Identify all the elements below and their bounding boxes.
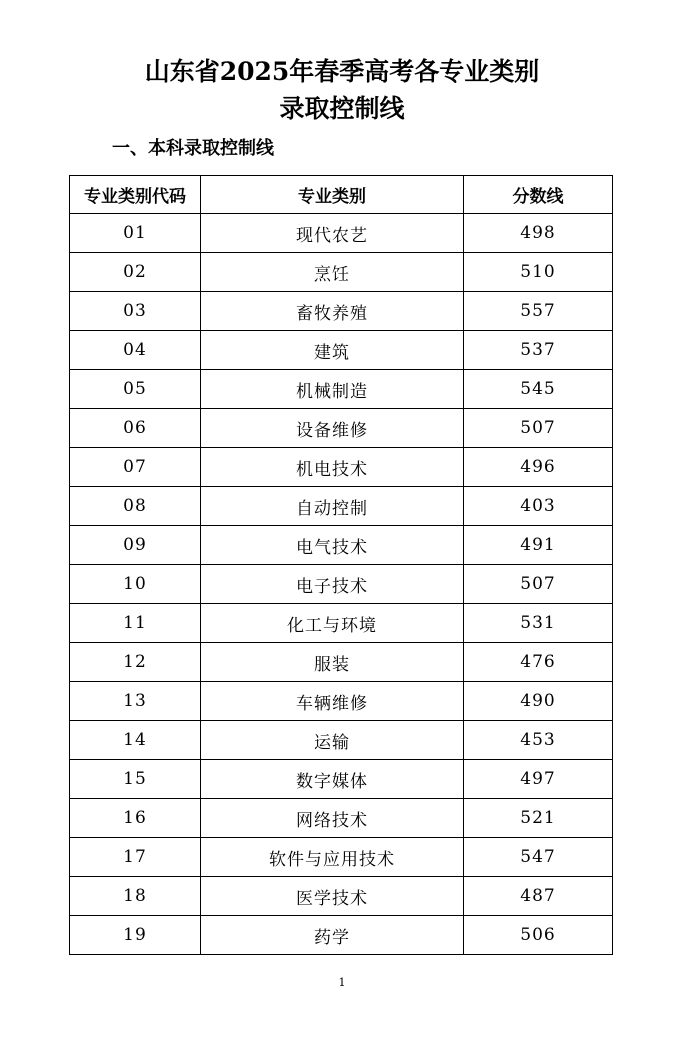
table-row (70, 721, 613, 760)
score-line-cell: 490 (464, 682, 613, 721)
category-name-cell: 网络技术 (201, 799, 464, 838)
score-line-cell: 491 (464, 526, 613, 565)
score-line-cell: 497 (464, 760, 613, 799)
category-code-cell: 16 (70, 799, 201, 838)
category-name-cell: 机械制造 (201, 370, 464, 409)
category-code-cell: 06 (70, 409, 201, 448)
category-code-cell: 13 (70, 682, 201, 721)
table-header-row (70, 176, 613, 214)
header-score-line: 分数线 (464, 176, 613, 214)
category-code-cell: 07 (70, 448, 201, 487)
category-name-cell: 医学技术 (201, 877, 464, 916)
document-title-line-1: 山东省2025年春季高考各专业类别 (144, 57, 540, 86)
category-name-cell: 化工与环境 (201, 604, 464, 643)
category-code-cell: 03 (70, 292, 201, 331)
category-name-cell: 自动控制 (201, 487, 464, 526)
category-name-cell: 畜牧养殖 (201, 292, 464, 331)
category-code-cell: 14 (70, 721, 201, 760)
category-code-cell: 01 (70, 214, 201, 253)
category-code-cell: 04 (70, 331, 201, 370)
page-number: 1 (338, 976, 346, 989)
score-line-cell: 498 (464, 214, 613, 253)
admission-score-table (69, 175, 613, 955)
category-code-cell: 02 (70, 253, 201, 292)
table-row (70, 682, 613, 721)
category-code-cell: 18 (70, 877, 201, 916)
category-name-cell: 药学 (201, 916, 464, 955)
document-title-line-2: 录取控制线 (279, 94, 405, 123)
table-body (70, 214, 613, 955)
score-line-cell: 545 (464, 370, 613, 409)
category-name-cell: 服装 (201, 643, 464, 682)
category-code-cell: 19 (70, 916, 201, 955)
score-line-cell: 507 (464, 565, 613, 604)
table-row (70, 838, 613, 877)
category-name-cell: 设备维修 (201, 409, 464, 448)
score-line-cell: 476 (464, 643, 613, 682)
category-name-cell: 建筑 (201, 331, 464, 370)
section-heading: 一、本科录取控制线 (112, 138, 274, 159)
category-name-cell: 机电技术 (201, 448, 464, 487)
category-name-cell: 软件与应用技术 (201, 838, 464, 877)
table-row (70, 604, 613, 643)
score-line-cell: 531 (464, 604, 613, 643)
table-row (70, 799, 613, 838)
header-category-code: 专业类别代码 (70, 176, 201, 214)
category-name-cell: 运输 (201, 721, 464, 760)
category-name-cell: 车辆维修 (201, 682, 464, 721)
category-code-cell: 11 (70, 604, 201, 643)
category-code-cell: 05 (70, 370, 201, 409)
table-row (70, 292, 613, 331)
table-row (70, 370, 613, 409)
score-line-cell: 506 (464, 916, 613, 955)
table-row (70, 214, 613, 253)
score-line-cell: 496 (464, 448, 613, 487)
score-line-cell: 453 (464, 721, 613, 760)
score-line-cell: 557 (464, 292, 613, 331)
score-line-cell: 547 (464, 838, 613, 877)
table-row (70, 487, 613, 526)
category-code-cell: 15 (70, 760, 201, 799)
table-row (70, 916, 613, 955)
table-row (70, 565, 613, 604)
header-category-name: 专业类别 (201, 176, 464, 214)
table-row (70, 877, 613, 916)
table-row (70, 409, 613, 448)
category-name-cell: 现代农艺 (201, 214, 464, 253)
table-row (70, 760, 613, 799)
table-row (70, 526, 613, 565)
category-code-cell: 12 (70, 643, 201, 682)
category-code-cell: 09 (70, 526, 201, 565)
category-name-cell: 电气技术 (201, 526, 464, 565)
table-row (70, 643, 613, 682)
score-line-cell: 403 (464, 487, 613, 526)
category-code-cell: 10 (70, 565, 201, 604)
category-name-cell: 电子技术 (201, 565, 464, 604)
category-name-cell: 数字媒体 (201, 760, 464, 799)
table-row (70, 448, 613, 487)
score-line-cell: 487 (464, 877, 613, 916)
category-code-cell: 08 (70, 487, 201, 526)
score-line-cell: 510 (464, 253, 613, 292)
category-name-cell: 烹饪 (201, 253, 464, 292)
score-line-cell: 537 (464, 331, 613, 370)
score-line-cell: 521 (464, 799, 613, 838)
score-line-cell: 507 (464, 409, 613, 448)
table-row (70, 331, 613, 370)
category-code-cell: 17 (70, 838, 201, 877)
table-row (70, 253, 613, 292)
